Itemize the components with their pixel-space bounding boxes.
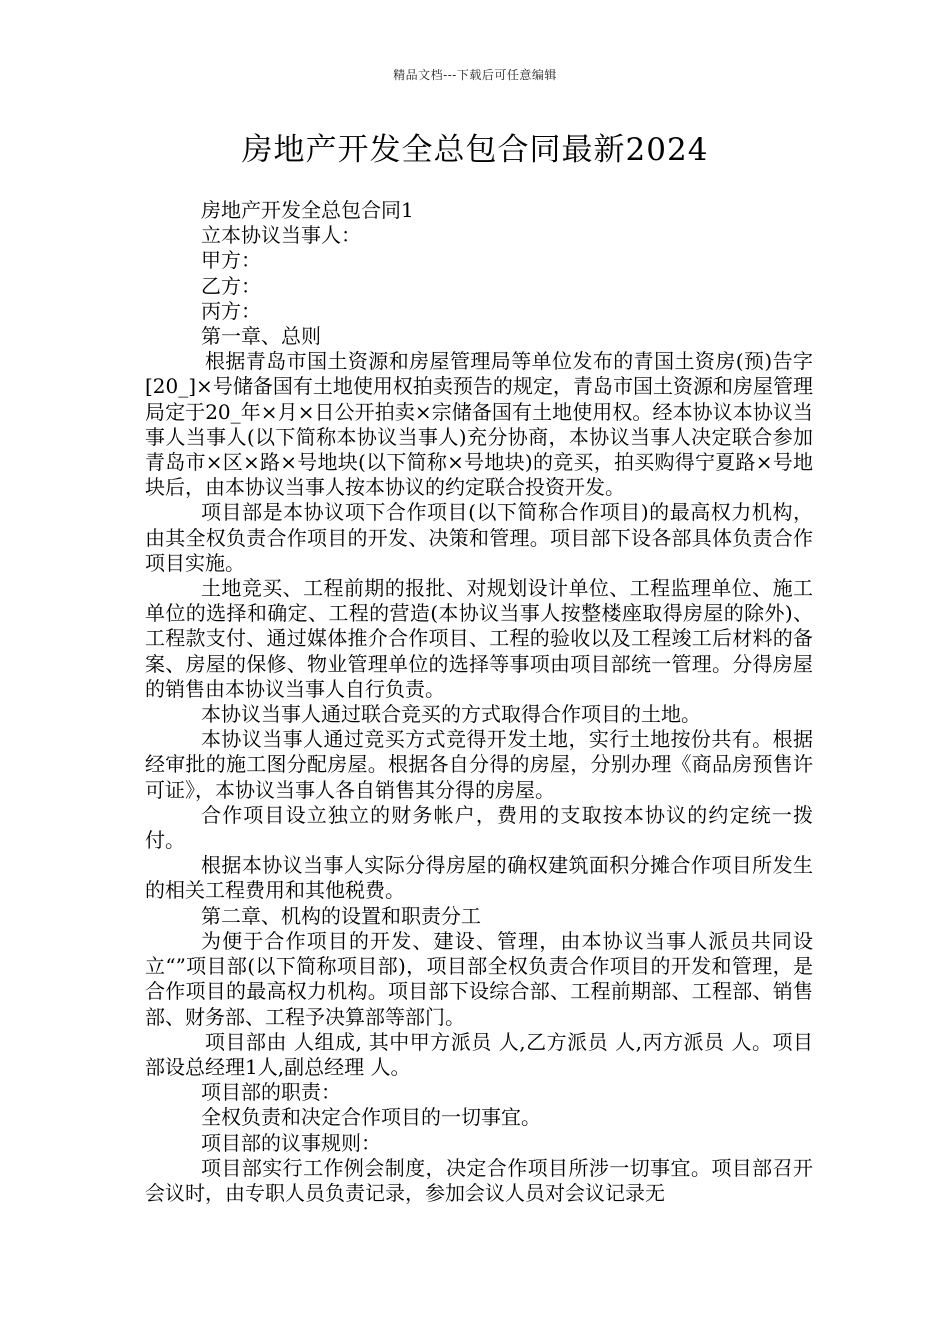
paragraph: 根据青岛市国土资源和房屋管理局等单位发布的青国土资房(预)告字[20_]×号储备国有土地使用权拍卖预告的规定，青岛市国土资源和房屋管理局定于20_年×月×日公开拍卖×宗储备国有土地使用权。经本协议本协议当事人当事人(以下简称本协议当事人)充分协商，本协议当事人决定联合参加青岛市×区×路×号地块(以下简称×号地块)的竞买，拍买购得宁夏路×号地块后，由本协议当事人按本协议的约定联合投资开发。	[145, 349, 813, 500]
chapter-heading: 第二章、机构的设置和职责分工	[201, 903, 481, 928]
paragraph: 土地竞买、工程前期的报批、对规划设计单位、工程监理单位、施工单位的选择和确定、工程的营造(本协议当事人按整楼座取得房屋的除外)、工程款支付、通过媒体推介合作项目、工程的验收以及工程竣工后材料的备案、房屋的保修、物业管理单位的选择等事项由项目部统一管理。分得房屋的销售由本协议当事人自行负责。	[145, 576, 813, 701]
party-a: 甲方：	[201, 248, 261, 273]
paragraph: 项目部实行工作例会制度，决定合作项目所涉一切事宜。项目部召开会议时，由专职人员负责记录，参加会议人员对会议记录无	[145, 1155, 813, 1205]
paragraph: 合作项目设立独立的财务帐户，费用的支取按本协议的约定统一拨付。	[145, 802, 813, 853]
chapter-heading: 第一章、总则	[201, 324, 321, 349]
paragraph: 项目部的职责：	[201, 1080, 341, 1105]
contract-subtitle: 房地产开发全总包合同1	[201, 198, 414, 222]
page-header: 精品文档---下载后可任意编辑	[393, 68, 557, 82]
paragraph: 全权负责和决定合作项目的一切事宜。	[201, 1105, 541, 1130]
party-c: 丙方：	[201, 298, 261, 323]
paragraph: 根据本协议当事人实际分得房屋的确权建筑面积分摊合作项目所发生的相关工程费用和其他税费。	[145, 853, 813, 903]
paragraph: 本协议当事人通过竞买方式竞得开发土地，实行土地按份共有。根据经审批的施工图分配房屋。根据各自分得的房屋，分别办理《商品房预售许可证》，本协议当事人各自销售其分得的房屋。	[145, 727, 813, 802]
paragraph: 为便于合作项目的开发、建设、管理，由本协议当事人派员共同设立“”项目部(以下简称项目部)，项目部全权负责合作项目的开发和管理，是合作项目的最高权力机构。项目部下设综合部、工程前期部、工程部、销售部、财务部、工程予决算部等部门。	[145, 928, 813, 1029]
paragraph: 本协议当事人通过联合竞买的方式取得合作项目的土地。	[201, 702, 701, 727]
document-title: 房地产开发全总包合同最新2024	[241, 132, 709, 168]
paragraph: 项目部是本协议项下合作项目(以下简称合作项目)的最高权力机构，由其全权负责合作项目的开发、决策和管理。项目部下设各部具体负责合作项目实施。	[145, 500, 813, 575]
paragraph: 项目部由 人组成, 其中甲方派员 人,乙方派员 人,丙方派员 人。项目部设总经理1人,副总经理 人。	[145, 1029, 813, 1079]
parties-intro: 立本协议当事人：	[201, 223, 361, 248]
party-b: 乙方：	[201, 273, 261, 298]
paragraph: 项目部的议事规则：	[201, 1130, 381, 1155]
document-body	[145, 198, 813, 1206]
